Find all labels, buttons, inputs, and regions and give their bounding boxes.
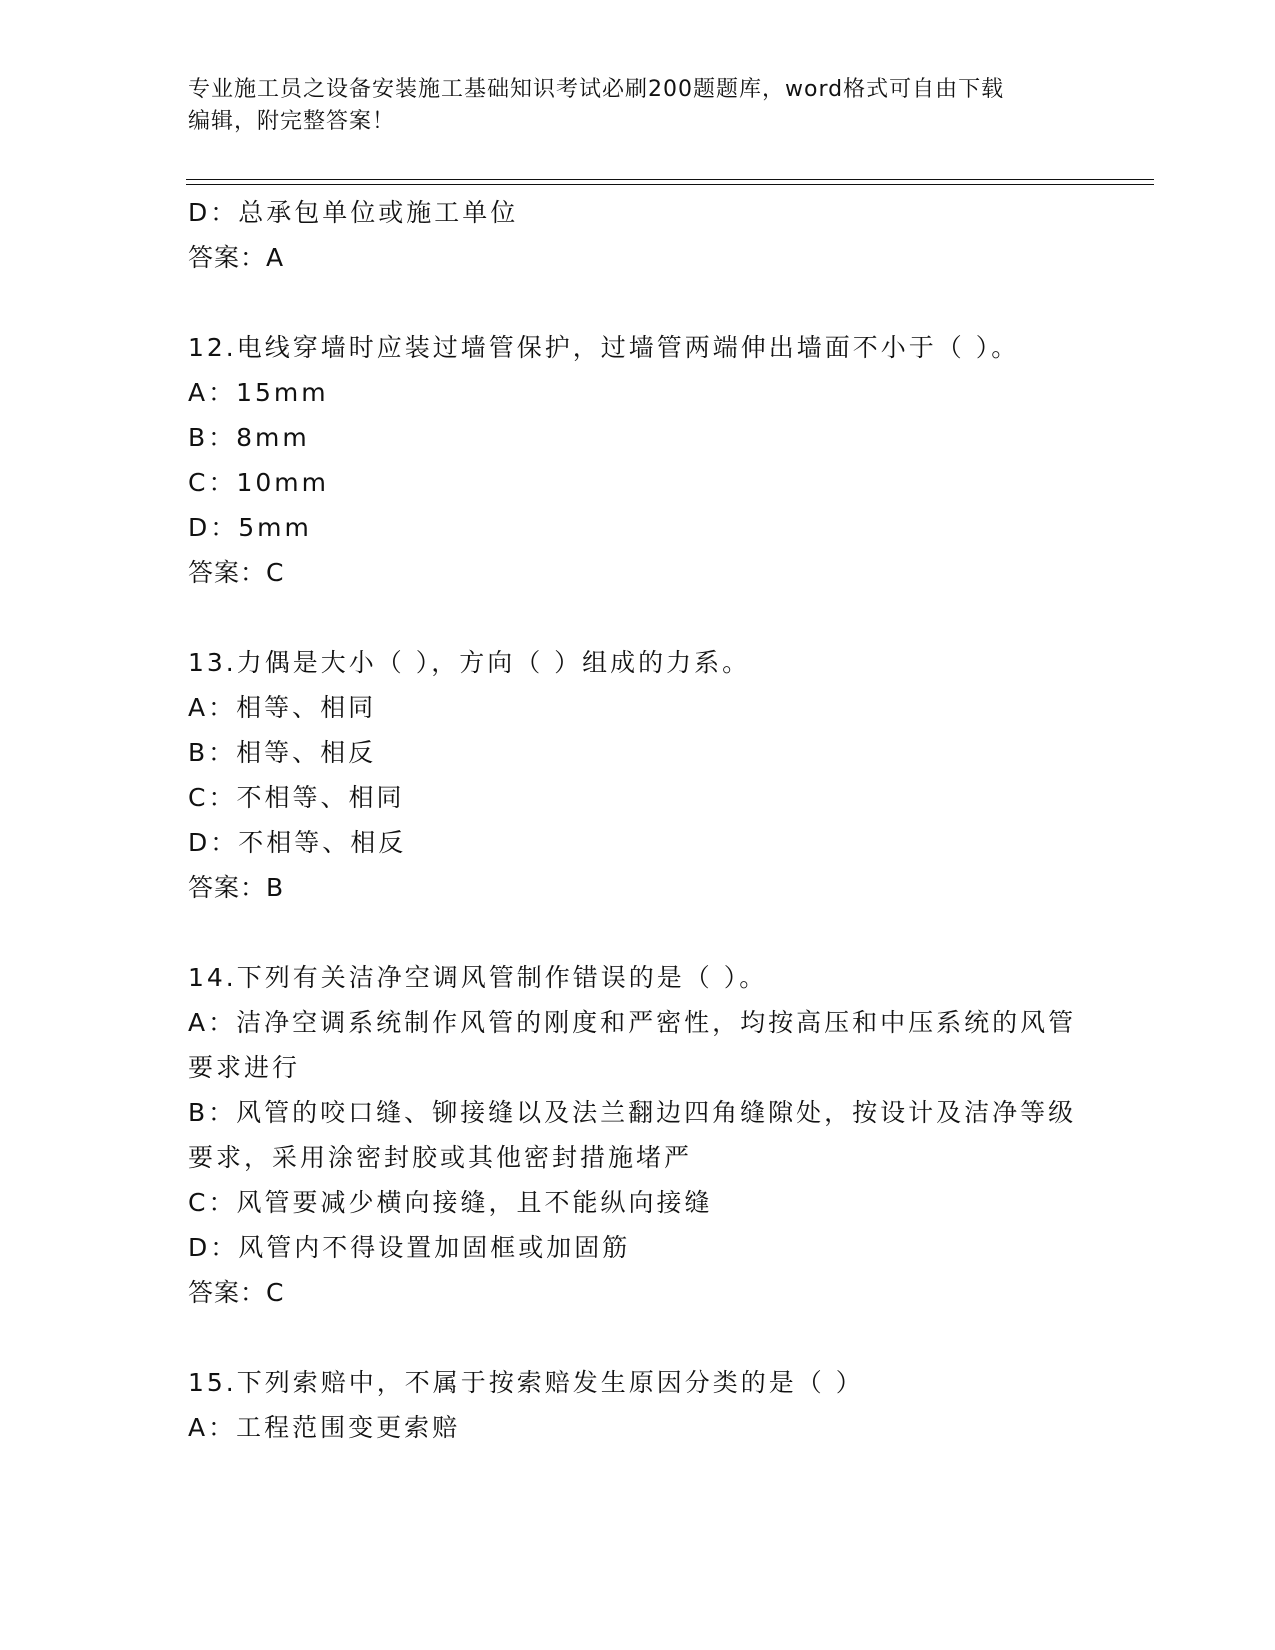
option-a: A：相等、相同 xyxy=(188,693,377,722)
spacer xyxy=(188,910,1088,955)
spacer xyxy=(188,1315,1088,1360)
question-list xyxy=(188,190,1088,1450)
spacer xyxy=(188,280,1088,325)
question-stem: 15.下列索赔中，不属于按索赔发生原因分类的是（ ） xyxy=(188,1368,864,1397)
option-c: C：风管要减少横向接缝，且不能纵向接缝 xyxy=(188,1188,713,1217)
prev-answer: 答案：A xyxy=(188,243,285,272)
option-b: B：相等、相反 xyxy=(188,738,377,767)
document-header xyxy=(188,74,1088,138)
question-13 xyxy=(188,640,1088,910)
header-divider-top xyxy=(186,179,1154,180)
header-title-line-2: 编辑，附完整答案！ xyxy=(188,109,396,134)
answer: 答案：B xyxy=(188,873,285,902)
header-title-line-1: 专业施工员之设备安装施工基础知识考试必刷200题题库，word格式可自由下载 xyxy=(188,77,1005,102)
prev-option-d: D：总承包单位或施工单位 xyxy=(188,198,519,227)
question-stem: 13.力偶是大小（ ），方向（ ）组成的力系。 xyxy=(188,648,751,677)
answer: 答案：C xyxy=(188,1278,285,1307)
option-b: B：8mm xyxy=(188,423,310,452)
question-stem: 12.电线穿墙时应装过墙管保护，过墙管两端伸出墙面不小于（ ）。 xyxy=(188,333,1020,362)
option-a: A：15mm xyxy=(188,378,329,407)
question-14 xyxy=(188,955,1088,1315)
question-12 xyxy=(188,325,1088,595)
option-b: B：风管的咬口缝、铆接缝以及法兰翻边四角缝隙处，按设计及洁净等级要求，采用涂密封胶或其他密封措施堵严 xyxy=(188,1098,1077,1172)
option-d: D：5mm xyxy=(188,513,312,542)
question-stem: 14.下列有关洁净空调风管制作错误的是（ ）。 xyxy=(188,963,768,992)
option-d: D：不相等、相反 xyxy=(188,828,407,857)
spacer xyxy=(188,595,1088,640)
option-c: C：不相等、相同 xyxy=(188,783,405,812)
header-divider-bottom xyxy=(186,184,1154,185)
option-a: A：洁净空调系统制作风管的刚度和严密性，均按高压和中压系统的风管要求进行 xyxy=(188,1008,1077,1082)
question-15 xyxy=(188,1360,1088,1450)
option-a: A：工程范围变更索赔 xyxy=(188,1413,461,1442)
option-d: D：风管内不得设置加固框或加固筋 xyxy=(188,1233,631,1262)
option-c: C：10mm xyxy=(188,468,329,497)
answer: 答案：C xyxy=(188,558,285,587)
